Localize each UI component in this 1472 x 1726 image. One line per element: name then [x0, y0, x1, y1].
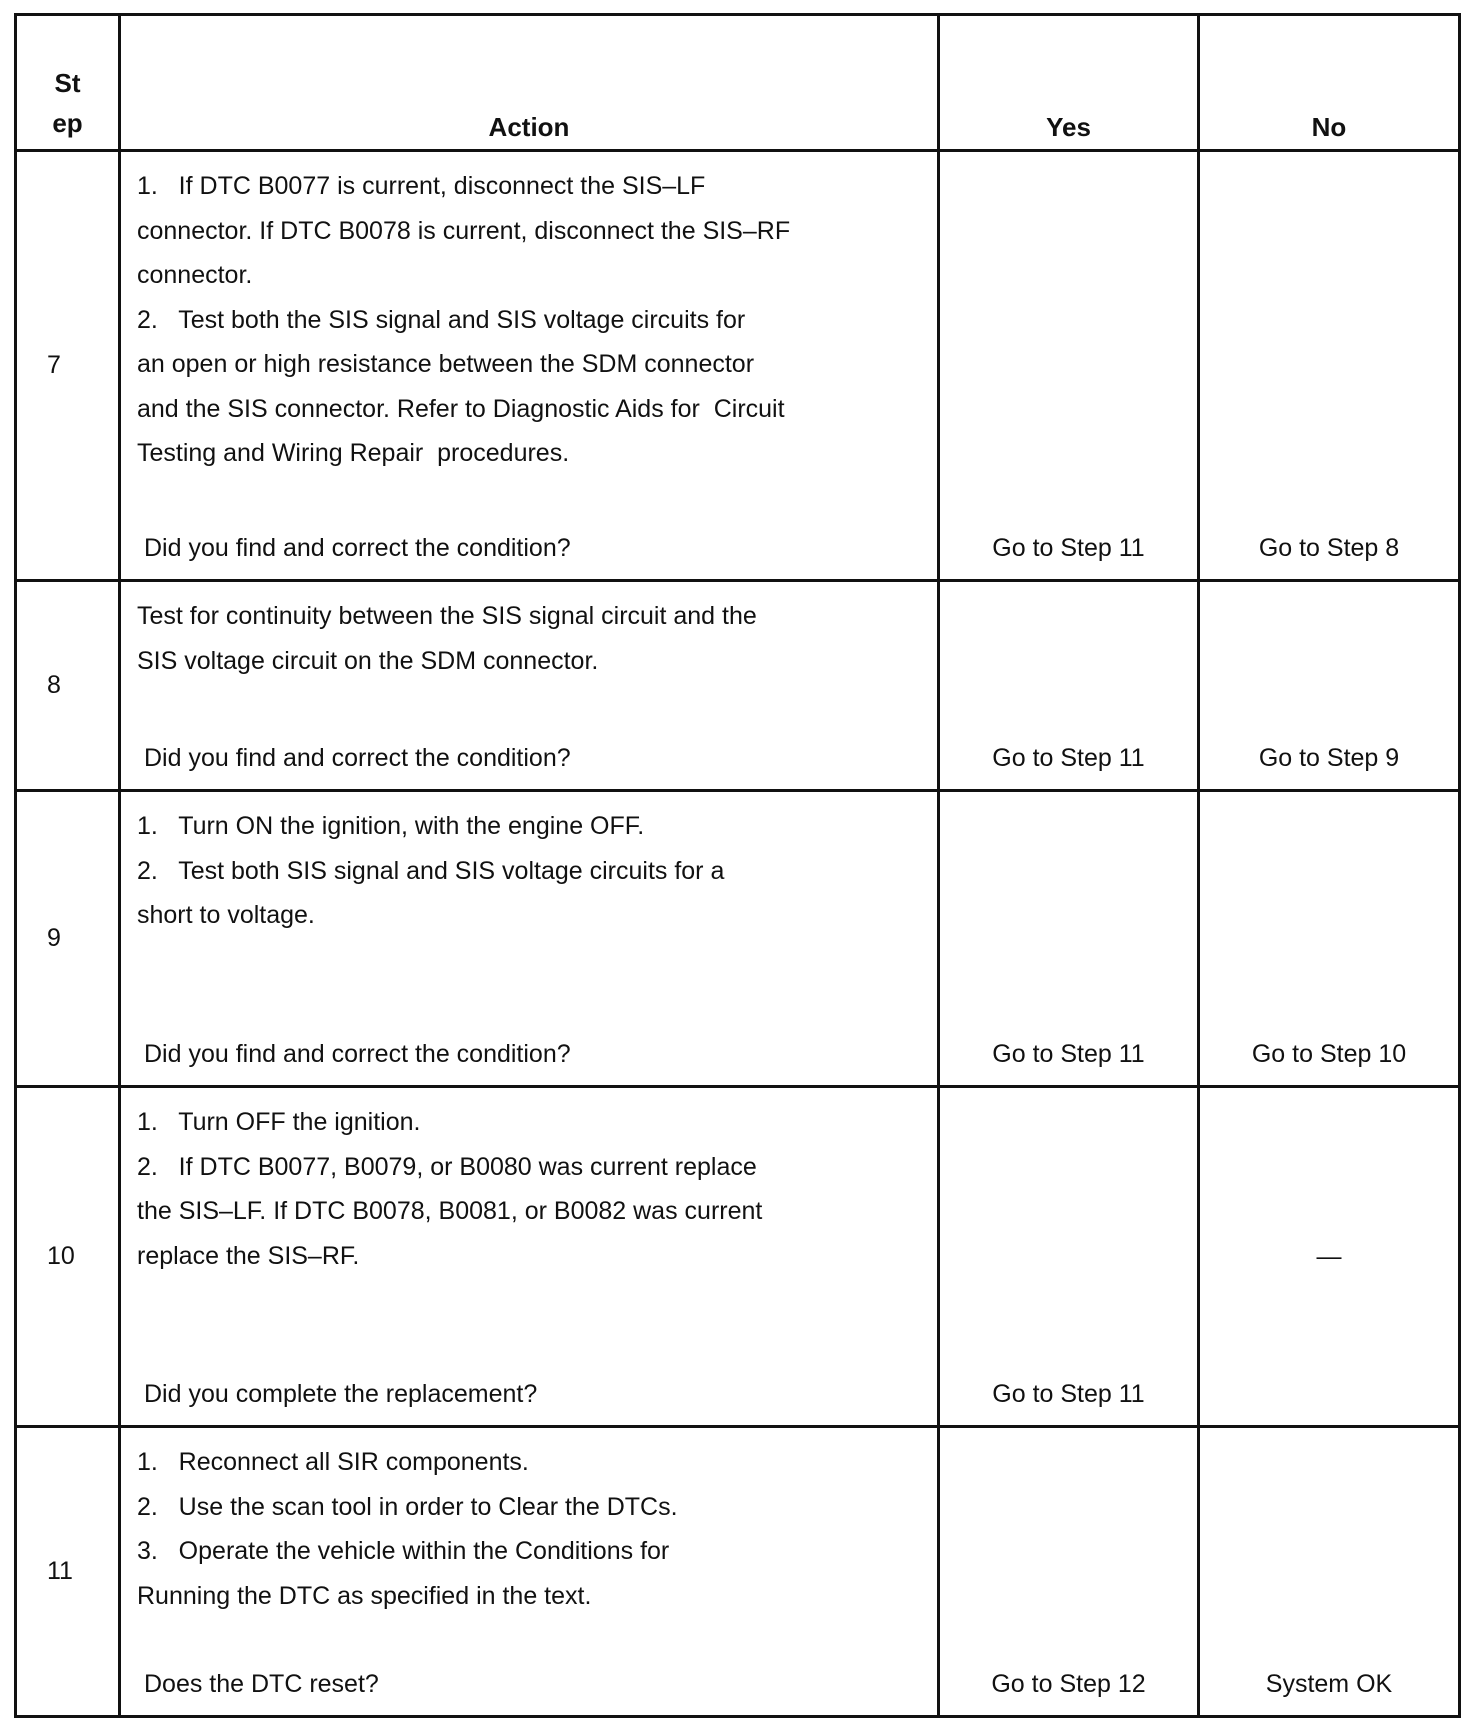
yes-answer: Go to Step 11	[992, 1380, 1145, 1408]
action-line: Testing and Wiring Repair procedures.	[137, 439, 570, 467]
action-line: Test for continuity between the SIS signal circuit and the	[137, 602, 757, 630]
table-row	[16, 791, 1460, 1087]
action-line: 2. Test both the SIS signal and SIS voltage circuits for	[137, 305, 746, 334]
no-answer: Go to Step 8	[1258, 534, 1400, 562]
step-number: 7	[16, 151, 120, 581]
action-line: 1. Reconnect all SIR components.	[137, 1448, 529, 1476]
table-row	[16, 581, 1460, 791]
no-cell	[1199, 1427, 1460, 1717]
action-line: and the SIS connector. Refer to Diagnostic Aids for Circuit	[137, 394, 785, 423]
diagnostic-steps-table	[14, 13, 1461, 1718]
action-line: 2. If DTC B0077, B0079, or B0080 was current replace	[137, 1152, 757, 1181]
step-number: 11	[16, 1427, 120, 1717]
table-row	[16, 1427, 1460, 1717]
yes-cell	[939, 581, 1199, 791]
diagnostic-table-container	[14, 13, 1458, 1715]
action-question: Did you find and correct the condition?	[144, 534, 571, 562]
action-cell	[120, 791, 939, 1087]
header-yes: Yes	[939, 15, 1199, 151]
no-cell	[1199, 1087, 1460, 1427]
yes-answer: Go to Step 11	[992, 744, 1145, 772]
no-answer-dash: —	[1316, 1242, 1342, 1270]
action-line: replace the SIS–RF.	[137, 1241, 360, 1270]
action-cell	[120, 581, 939, 791]
table-row	[16, 1087, 1460, 1427]
header-row	[16, 15, 1460, 151]
header-no: No	[1199, 15, 1460, 151]
yes-answer: Go to Step 12	[991, 1670, 1146, 1698]
table-row	[16, 151, 1460, 581]
no-answer: Go to Step 9	[1258, 744, 1400, 772]
step-number: 9	[16, 791, 120, 1087]
yes-cell	[939, 1427, 1199, 1717]
yes-cell	[939, 1087, 1199, 1427]
action-line: 1. Turn ON the ignition, with the engine OFF.	[137, 812, 645, 840]
action-question: Does the DTC reset?	[144, 1670, 379, 1698]
action-cell	[120, 1427, 939, 1717]
header-action: Action	[120, 15, 939, 151]
action-line: SIS voltage circuit on the SDM connector.	[137, 646, 599, 675]
header-step: Step	[16, 15, 120, 151]
action-line: Running the DTC as specified in the text.	[137, 1581, 592, 1610]
no-cell	[1199, 581, 1460, 791]
yes-answer: Go to Step 11	[992, 534, 1145, 562]
action-line: 3. Operate the vehicle within the Conditions for	[137, 1537, 670, 1565]
action-line: the SIS–LF. If DTC B0078, B0081, or B0082 was current	[137, 1197, 763, 1225]
action-line: connector.	[137, 261, 253, 289]
action-cell	[120, 1087, 939, 1427]
action-cell	[120, 151, 939, 581]
no-cell	[1199, 151, 1460, 581]
yes-answer: Go to Step 11	[992, 1040, 1145, 1068]
no-answer: Go to Step 10	[1251, 1040, 1407, 1068]
action-line: an open or high resistance between the SDM connector	[137, 350, 755, 378]
action-line: connector. If DTC B0078 is current, disconnect the SIS–RF	[137, 216, 791, 245]
yes-cell	[939, 151, 1199, 581]
action-line: 1. Turn OFF the ignition.	[137, 1108, 421, 1136]
action-line: 2. Use the scan tool in order to Clear the DTCs.	[137, 1492, 678, 1521]
no-cell	[1199, 791, 1460, 1087]
step-number: 10	[16, 1087, 120, 1427]
action-line: 2. Test both SIS signal and SIS voltage circuits for a	[137, 856, 725, 885]
action-question: Did you complete the replacement?	[144, 1380, 538, 1408]
no-answer: System OK	[1265, 1670, 1393, 1698]
action-question: Did you find and correct the condition?	[144, 1040, 571, 1068]
step-number: 8	[16, 581, 120, 791]
yes-cell	[939, 791, 1199, 1087]
action-question: Did you find and correct the condition?	[144, 744, 571, 772]
action-line: short to voltage.	[137, 901, 315, 929]
action-line: 1. If DTC B0077 is current, disconnect the SIS–LF	[137, 172, 706, 200]
